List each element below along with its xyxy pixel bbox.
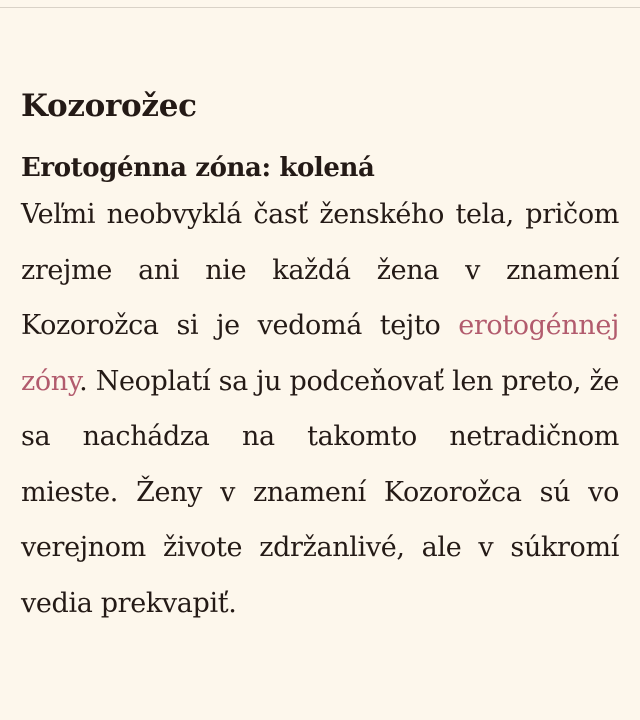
article-section: [21, 82, 619, 631]
section-title: Kozorožec: [21, 88, 197, 124]
section-subtitle: Erotogénna zóna: kolená: [21, 153, 375, 183]
top-divider: [0, 7, 640, 8]
erotogenic-zone-link[interactable]: erotogénnej zóny: [21, 310, 619, 397]
paragraph-text-before-link: Veľmi neobvyklá časť ženského tela, pričom zrejme ani nie každá žena v znamení Kozorožca si je vedomá tejto: [21, 199, 619, 341]
paragraph-text-after-link: . Neoplatí sa ju podceňovať len preto, že sa nachádza na takomto netradičnom mieste. Ženy v znamení Kozorožca sú vo verejnom živote zdržanlivé, ale v súkromí vedia prekvapiť.: [21, 365, 619, 619]
body-paragraph: [21, 187, 619, 631]
